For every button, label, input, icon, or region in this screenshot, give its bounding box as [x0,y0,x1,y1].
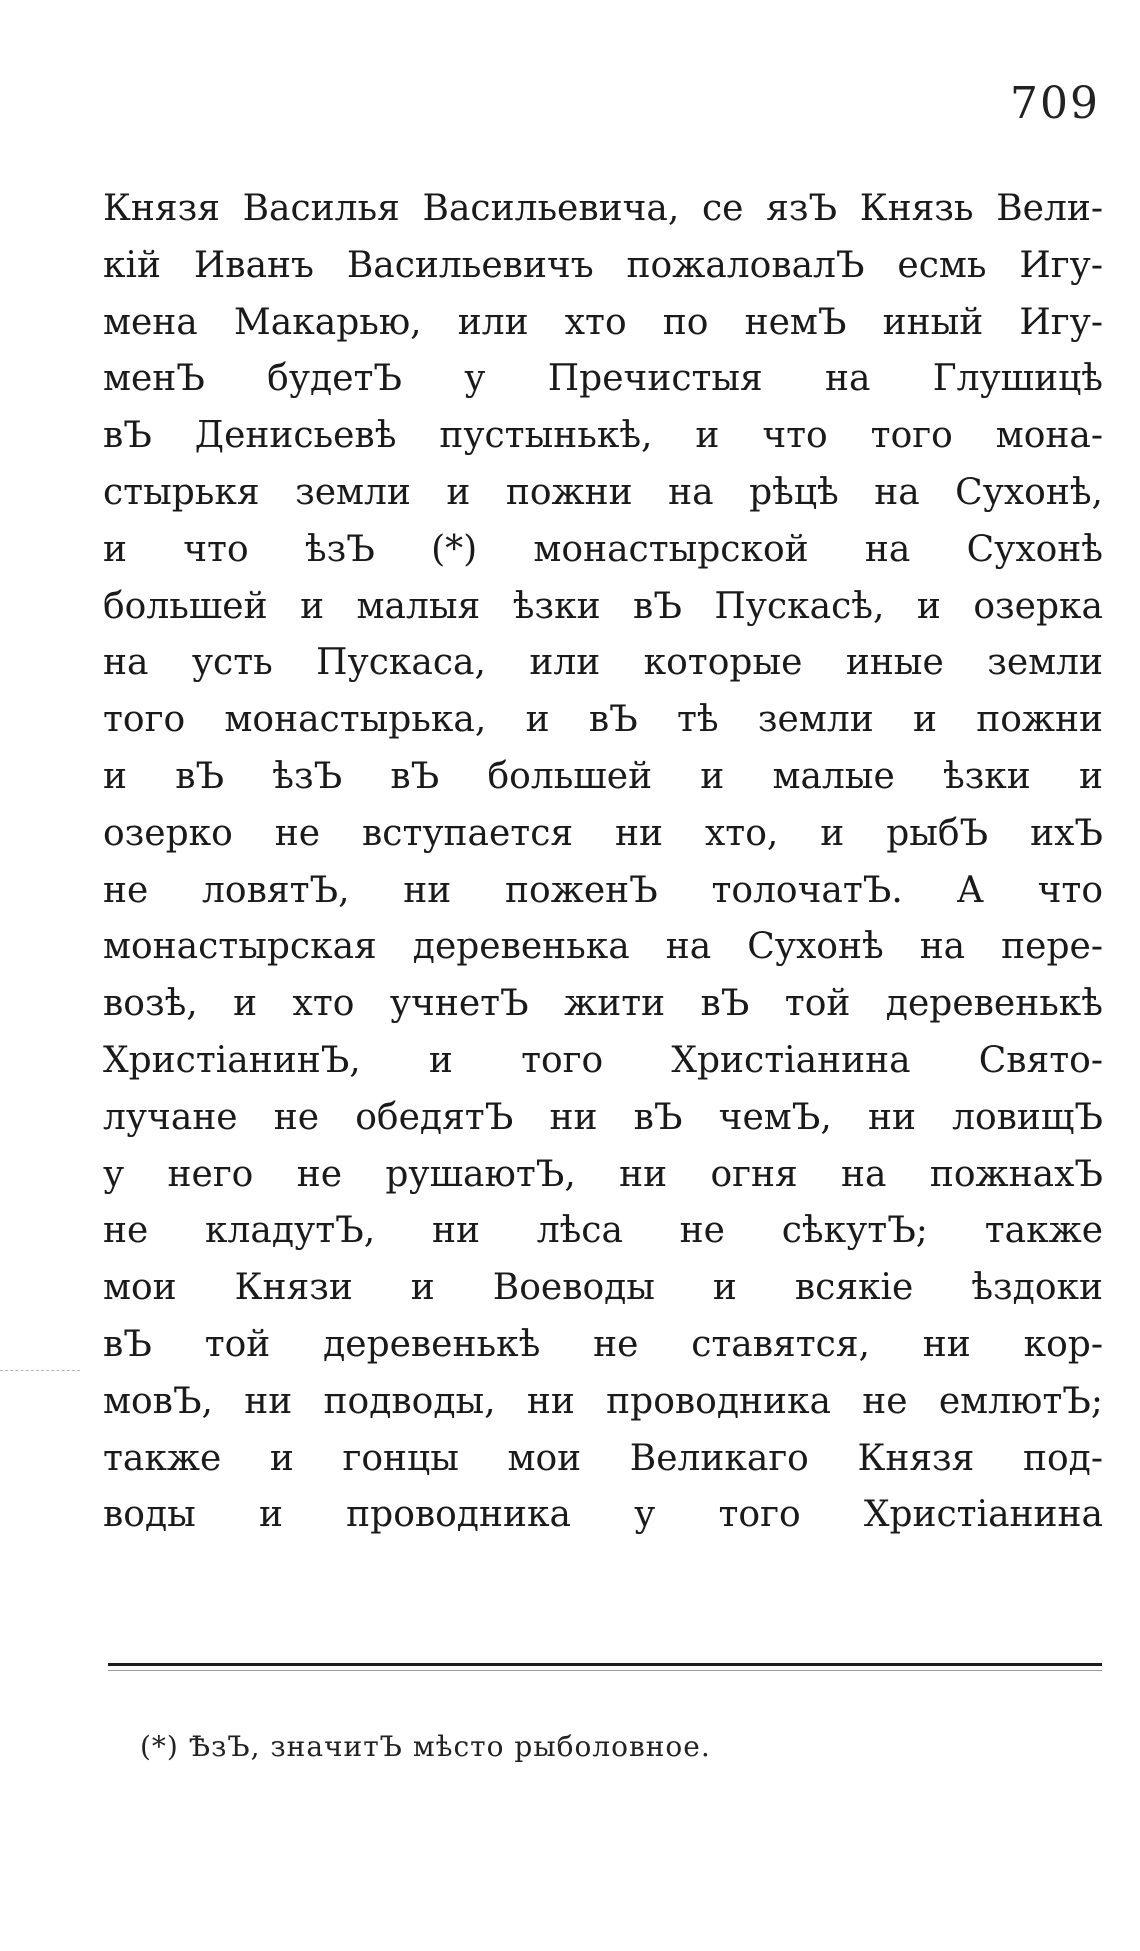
footnote-rule-shadow [108,1670,1102,1671]
text-line: возѣ, и хто учнетЪ жити вЪ той деревенькѣ [103,983,1103,1025]
text-line: вЪ Денисьевѣ пустынькѣ, и что того мона- [103,415,1103,457]
footnote-rule [108,1663,1102,1666]
text-line: мовЪ, ни подводы, ни проводника не емлютЪ; [103,1380,1103,1422]
text-line: вЪ той деревенькѣ не ставятся, ни кор- [103,1323,1103,1365]
text-line: лучане не обедятЪ ни вЪ чемЪ, ни ловищЪ [103,1096,1103,1138]
text-line: и что ѣзЪ (*) монастырской на Сухонѣ [103,528,1103,570]
text-line: не кладутЪ, ни лѣса не сѣкутЪ; также [103,1210,1103,1252]
body-text [103,181,1103,1544]
text-line: на усть Пускаса, или которые иные земли [103,642,1103,684]
text-line: стырькя земли и пожни на рѣцѣ на Сухонѣ, [103,471,1103,513]
text-line: также и гонцы мои Великаго Князя под- [103,1437,1103,1479]
text-line: менЪ будетЪ у Пречистыя на Глушицѣ [103,358,1103,400]
text-line: у него не рушаютЪ, ни огня на пожнахЪ [103,1153,1103,1195]
text-line: воды и проводника у того Христіанина [103,1494,1103,1536]
text-line: кій Иванъ Васильевичъ пожаловалЪ есмь Игу- [103,244,1103,286]
text-line: монастырская деревенька на Сухонѣ на пере- [103,926,1103,968]
text-line: не ловятЪ, ни поженЪ толочатЪ. А что [103,869,1103,911]
text-line: того монастырька, и вЪ тѣ земли и пожни [103,699,1103,741]
text-line: мои Князи и Воеводы и всякіе ѣздоки [103,1267,1103,1309]
text-line: Князя Василья Васильевича, се язЪ Князь Вели- [103,188,1103,229]
text-line: и вЪ ѣзЪ вЪ большей и малые ѣзки и [103,755,1103,797]
scan-mark [0,1370,80,1371]
text-line: озерко не вступается ни хто, и рыбЪ ихЪ [103,812,1103,854]
text-line: большей и малыя ѣзки вЪ Пускасѣ, и озерка [103,585,1103,627]
footnote: (*) ѢзЪ, значитЪ мѣсто рыболовное. [140,1730,711,1763]
page-number: 709 [1010,78,1100,129]
text-line: мена Макарью, или хто по немЪ иный Игу- [103,301,1103,343]
text-line: ХристіанинЪ, и того Христіанина Свято- [103,1039,1103,1081]
